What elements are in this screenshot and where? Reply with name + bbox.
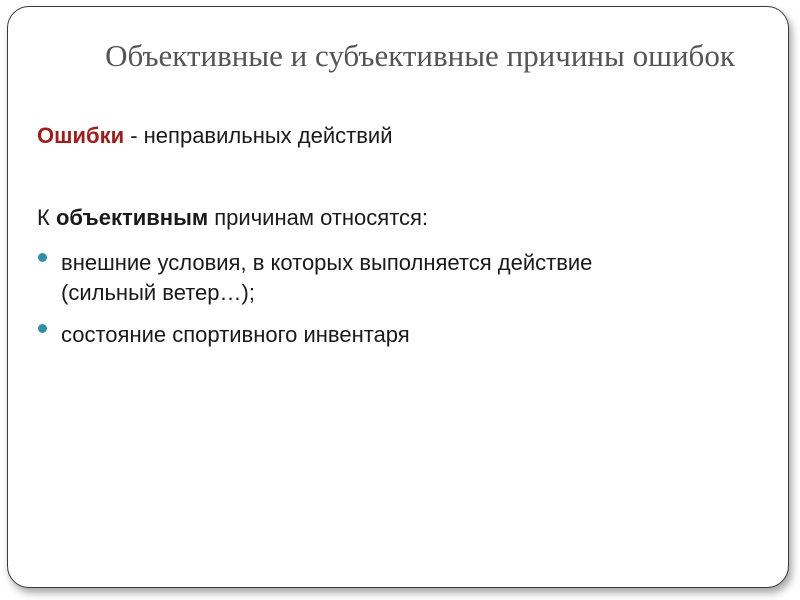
objective-suffix: причинам относятся:: [208, 205, 429, 230]
objective-causes-heading: [37, 205, 428, 231]
slide-title: Объективные и субъективные причины ошибок: [105, 38, 735, 73]
bullet-item-equipment-state: состояние спортивного инвентаря: [61, 322, 410, 347]
errors-definition: - неправильных действий: [124, 123, 393, 148]
bullet-dot-icon: [38, 324, 47, 333]
objective-prefix: К: [37, 205, 56, 230]
bullet-item-external-conditions: внешние условия, в которых выполняется действие: [61, 250, 593, 275]
bullet-item-external-conditions-continued: (сильный ветер…);: [61, 280, 255, 305]
bullet-dot-icon: [38, 253, 47, 262]
errors-term: Ошибки: [37, 123, 125, 148]
errors-definition-line: [37, 123, 392, 149]
objective-term: объективным: [55, 205, 209, 230]
